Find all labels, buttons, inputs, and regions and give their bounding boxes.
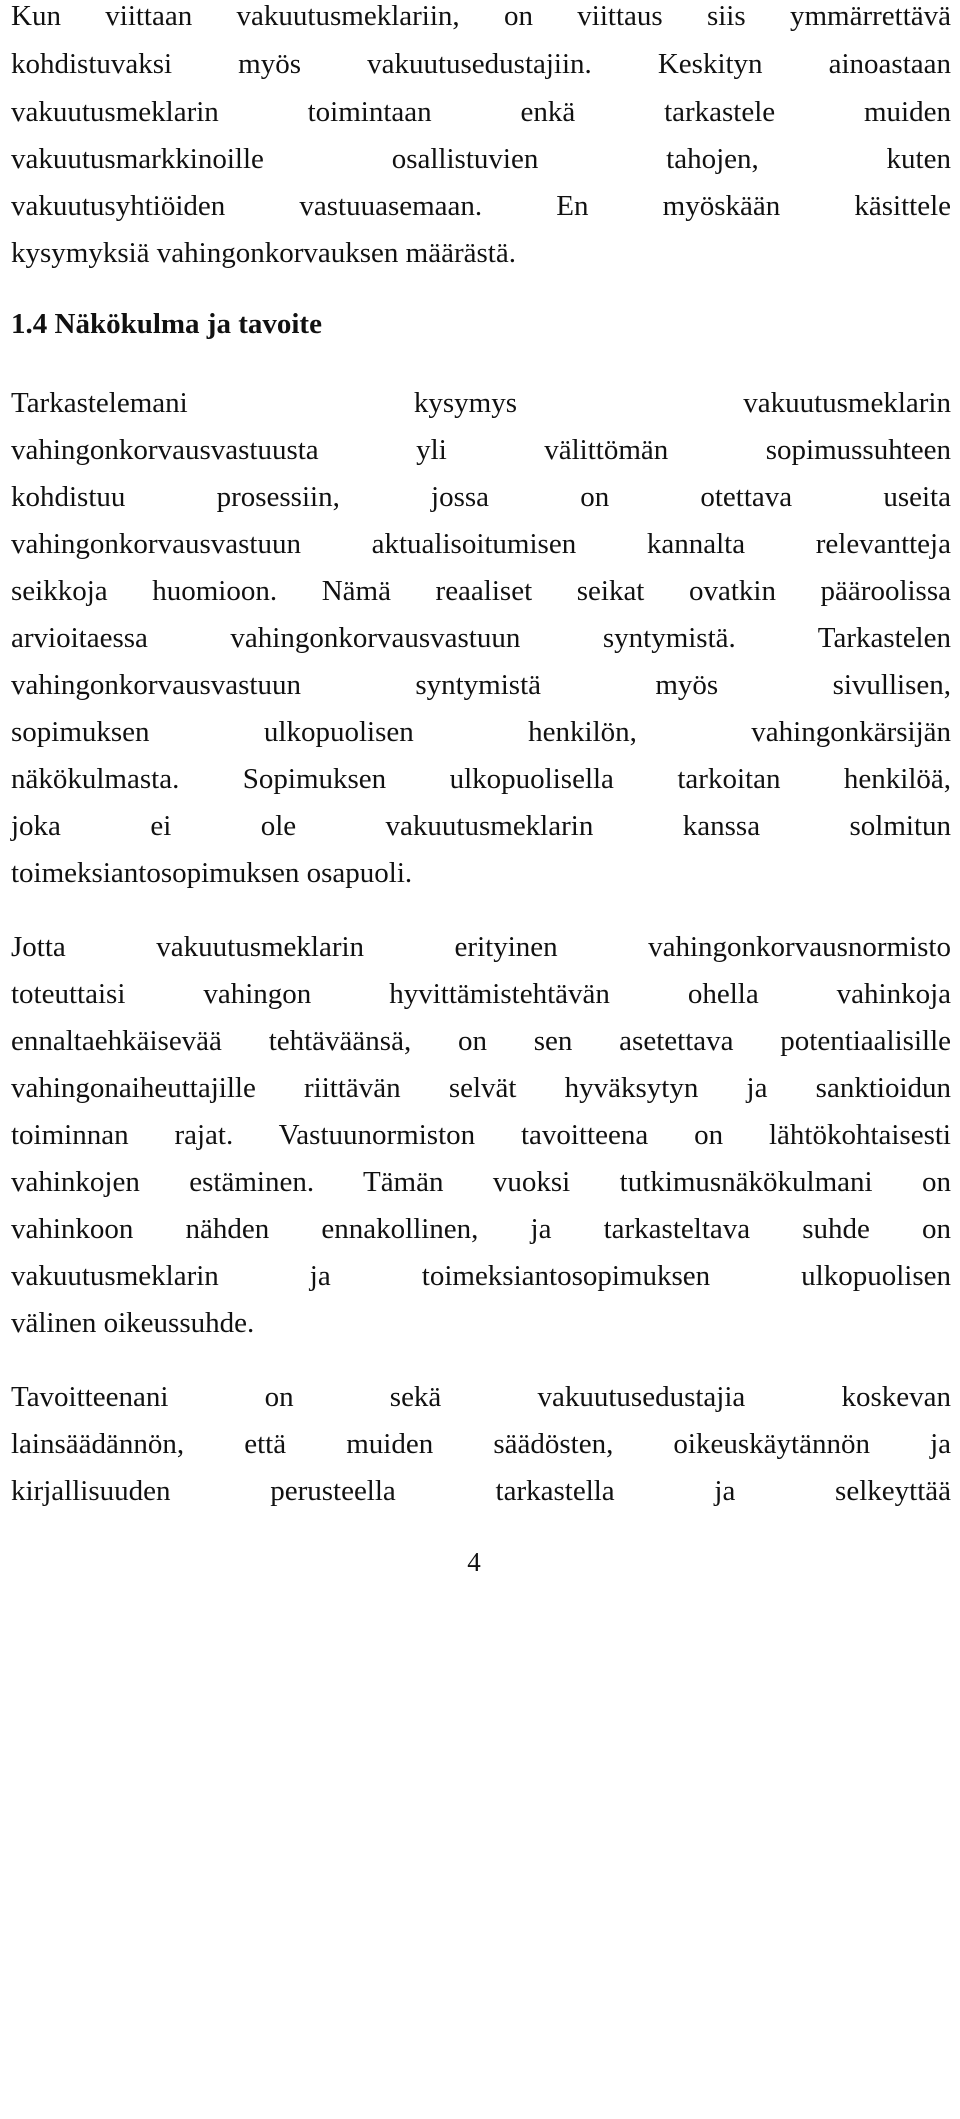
text-line: vahinkojen estäminen. Tämän vuoksi tutkimusnäkökulmani on <box>11 1166 951 1198</box>
text-line: vahingonkorvausvastuun aktualisoitumisen kannalta relevantteja <box>11 528 951 560</box>
text-line: vahinkoon nähden ennakollinen, ja tarkasteltava suhde on <box>11 1213 951 1245</box>
page-number: 4 <box>467 1547 481 1577</box>
text-line: vakuutusmarkkinoille osallistuvien tahojen, kuten <box>11 143 951 175</box>
text-line: Tarkastelemani kysymys vakuutusmeklarin <box>11 387 951 419</box>
text-line: Kun viittaan vakuutusmeklariin, on viittaus siis ymmärrettävä <box>11 0 951 32</box>
text-line: näkökulmasta. Sopimuksen ulkopuolisella tarkoitan henkilöä, <box>11 763 951 795</box>
text-line: Jotta vakuutusmeklarin erityinen vahingonkorvausnormisto <box>11 931 951 963</box>
text-line: toimeksiantosopimuksen osapuoli. <box>11 857 413 889</box>
text-line: vakuutusmeklarin toimintaan enkä tarkastele muiden <box>11 96 951 128</box>
text-line: seikkoja huomioon. Nämä reaaliset seikat ovatkin pääroolissa <box>11 575 951 607</box>
section-heading: 1.4 Näkökulma ja tavoite <box>11 308 322 340</box>
text-line: vakuutusyhtiöiden vastuuasemaan. En myöskään käsittele <box>11 190 951 222</box>
text-line: sopimuksen ulkopuolisen henkilön, vahingonkärsijän <box>11 716 951 748</box>
text-line: välinen oikeussuhde. <box>11 1307 255 1339</box>
text-line: kysymyksiä vahingonkorvauksen määrästä. <box>11 237 516 269</box>
text-line: ennaltaehkäisevää tehtäväänsä, on sen asetettava potentiaalisille <box>11 1025 951 1057</box>
text-line: kohdistuvaksi myös vakuutusedustajiin. Keskityn ainoastaan <box>11 48 951 80</box>
text-line: toteuttaisi vahingon hyvittämistehtävän ohella vahinkoja <box>11 978 951 1010</box>
text-line: vakuutusmeklarin ja toimeksiantosopimuksen ulkopuolisen <box>11 1260 951 1292</box>
text-line: kirjallisuuden perusteella tarkastella ja selkeyttää <box>11 1475 951 1507</box>
text-line: Tavoitteenani on sekä vakuutusedustajia koskevan <box>11 1381 951 1413</box>
text-line: lainsäädännön, että muiden säädösten, oikeuskäytännön ja <box>11 1428 951 1460</box>
text-line: vahingonkorvausvastuusta yli välittömän sopimussuhteen <box>11 434 951 466</box>
text-line: arvioitaessa vahingonkorvausvastuun syntymistä. Tarkastelen <box>11 622 951 654</box>
text-line: kohdistuu prosessiin, jossa on otettava useita <box>11 481 951 513</box>
text-line: vahingonkorvausvastuun syntymistä myös sivullisen, <box>11 669 951 701</box>
text-line: toiminnan rajat. Vastuunormiston tavoitteena on lähtökohtaisesti <box>11 1119 951 1151</box>
text-line: vahingonaiheuttajille riittävän selvät hyväksytyn ja sanktioidun <box>11 1072 951 1104</box>
text-line: joka ei ole vakuutusmeklarin kanssa solmitun <box>11 810 951 842</box>
